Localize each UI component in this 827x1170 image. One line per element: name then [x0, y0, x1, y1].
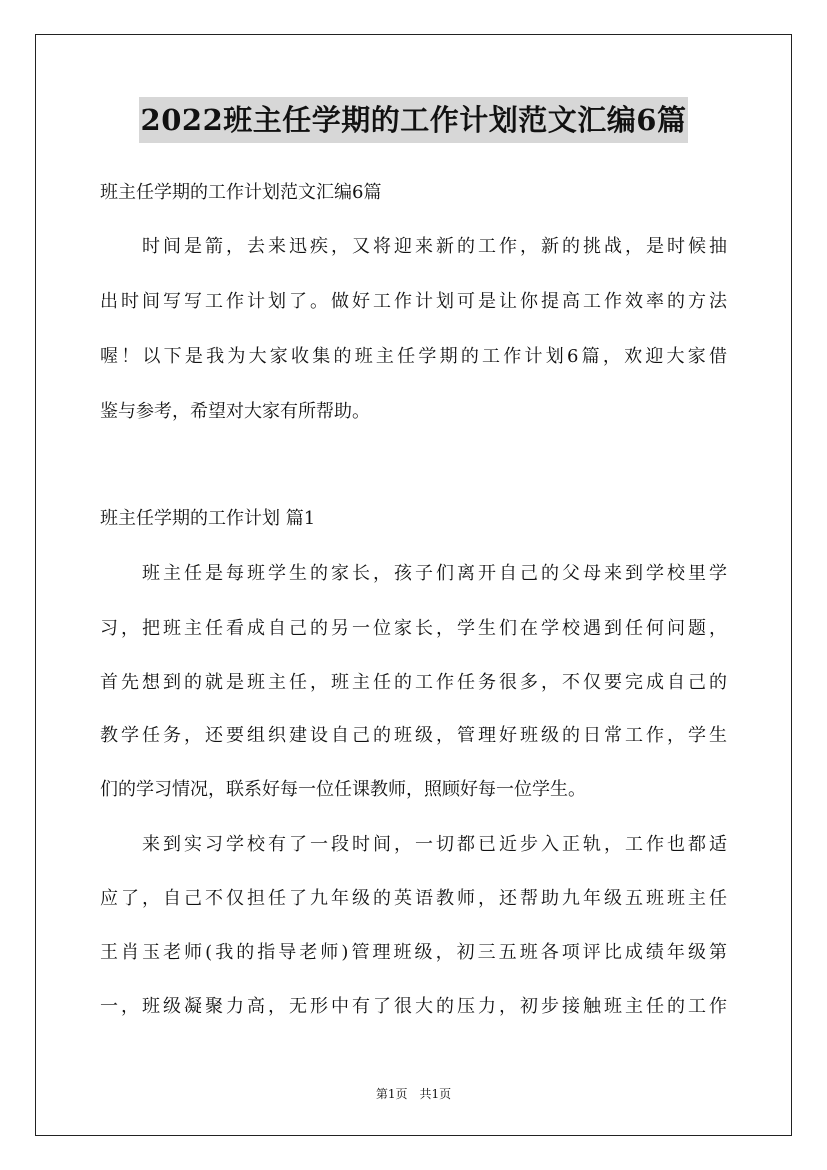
paragraph1-line-2: 习，把班主任看成自己的另一位家长，学生们在学校遇到任何问题，	[100, 618, 727, 639]
document-subtitle: 班主任学期的工作计划范文汇编6篇	[100, 182, 382, 203]
section-heading: 班主任学期的工作计划 篇1	[100, 508, 316, 529]
intro-line-3: 喔！以下是我为大家收集的班主任学期的工作计划6篇，欢迎大家借	[100, 346, 727, 367]
paragraph2-line-2: 应了，自己不仅担任了九年级的英语教师，还帮助九年级五班班主任	[100, 888, 727, 909]
page-footer: 第1页 共1页	[375, 1087, 452, 1101]
intro-line-1: 时间是箭，去来迅疾，又将迎来新的工作，新的挑战，是时候抽	[100, 236, 727, 257]
paragraph2-line-3: 王肖玉老师(我的指导老师)管理班级，初三五班各项评比成绩年级第	[100, 942, 727, 963]
paragraph1-line-1: 班主任是每班学生的家长，孩子们离开自己的父母来到学校里学	[100, 563, 727, 584]
paragraph1-line-5: 们的学习情况，联系好每一位任课教师，照顾好每一位学生。	[100, 779, 586, 800]
paragraph1-line-3: 首先想到的就是班主任，班主任的工作任务很多，不仅要完成自己的	[100, 672, 727, 693]
intro-line-4: 鉴与参考，希望对大家有所帮助。	[100, 401, 370, 422]
paragraph2-line-4: 一，班级凝聚力高，无形中有了很大的压力，初步接触班主任的工作	[100, 996, 727, 1017]
intro-line-2: 出时间写写工作计划了。做好工作计划可是让你提高工作效率的方法	[100, 291, 727, 312]
paragraph1-line-4: 教学任务，还要组织建设自己的班级，管理好班级的日常工作，学生	[100, 725, 727, 746]
document-title: 2022班主任学期的工作计划范文汇编6篇	[139, 97, 689, 143]
paragraph2-line-1: 来到实习学校有了一段时间，一切都已近步入正轨，工作也都适	[100, 834, 727, 855]
title-container	[0, 97, 827, 143]
